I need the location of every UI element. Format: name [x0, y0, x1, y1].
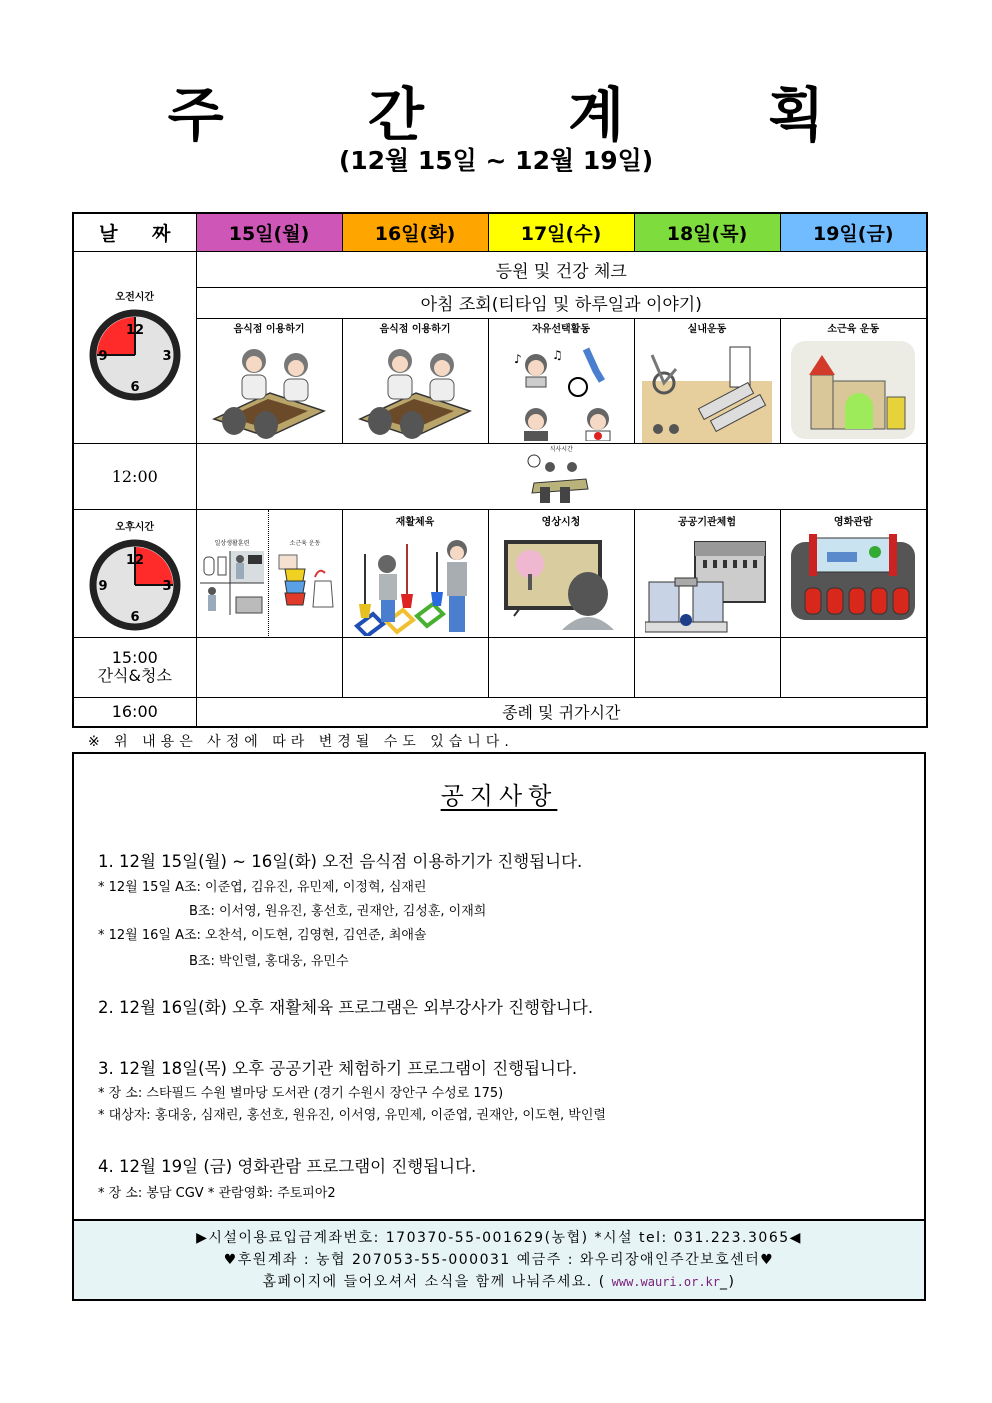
rehab-sports-icon [353, 534, 477, 636]
homepage-end: _) [720, 1274, 736, 1290]
notice-item-1-line: * 12월 15일 A조: 이준엽, 김유진, 유민제, 이정혁, 심재린 [98, 880, 427, 895]
fine-motor-blocks-icon [791, 341, 915, 439]
lunch-cell [196, 443, 927, 509]
svg-text:9: 9 [98, 578, 108, 594]
movie-theater-icon [791, 534, 915, 620]
snack-wed [488, 637, 634, 697]
free-choice-activities-icon [502, 341, 620, 441]
snack-mon [196, 637, 342, 697]
activity-title: 음식점 이용하기 [233, 323, 305, 335]
restaurant-dining-icon [356, 341, 474, 439]
afternoon-time-cell [73, 509, 196, 637]
homepage-line [74, 1271, 924, 1293]
activity-title: 실내운동 [687, 323, 727, 335]
snack-label: 간식&청소 [97, 666, 172, 685]
svg-text:♪: ♪ [514, 351, 522, 366]
activity-tue-am [342, 318, 488, 443]
svg-text:♫: ♫ [552, 347, 563, 362]
clock-morning-icon [89, 309, 181, 401]
cup-stacking-icon [273, 551, 337, 615]
notice-item-2-heading: 2. 12월 16일(화) 오후 재활체육 프로그램은 외부강사가 진행합니다. [98, 998, 594, 1017]
notice-title-text: 공지사항 [440, 782, 558, 810]
notice-item-4-heading: 4. 12월 19일 (금) 영화관람 프로그램이 진행됩니다. [98, 1157, 477, 1176]
notice-item-1-heading: 1. 12월 15일(월) ~ 16일(화) 오전 음식점 이용하기가 진행됩니다. [98, 852, 583, 871]
day-header-fri: 19일(금) [780, 213, 927, 251]
activity-title: 공공기관체험 [678, 516, 736, 528]
snack-time: 15:00 [111, 648, 158, 667]
date-range-subtitle: (12월 15일 ~ 12월 19일) [338, 146, 654, 175]
activity-title: 재활체육 [395, 516, 435, 528]
activity-title: 자유선택활동 [532, 323, 590, 335]
homepage-text: 홈페이지에 들어오셔서 소식을 함께 나눠주세요. ( [262, 1274, 606, 1290]
activity-title: 소근육 운동 [827, 323, 880, 335]
notice-item-1-line: * 12월 16일 A조: 오찬석, 이도현, 김영현, 김연준, 최애솔 [98, 928, 427, 943]
day-header-tue: 16일(화) [342, 213, 488, 251]
activity-title: 음식점 이용하기 [379, 323, 451, 335]
morning-time-cell [73, 251, 196, 443]
lunch-meal-icon [526, 453, 596, 505]
notice-item-3-heading: 3. 12월 18일(목) 오후 공공기관 체험하기 프로그램이 진행됩니다. [98, 1059, 578, 1078]
svg-text:12: 12 [125, 322, 144, 338]
account-info-footer [74, 1219, 924, 1299]
restaurant-dining-icon [210, 341, 328, 439]
clock-afternoon-icon [89, 539, 181, 631]
fine-motor-cup-stacking [269, 510, 342, 636]
day-header-mon: 15일(월) [196, 213, 342, 251]
end-time: 16:00 [73, 697, 196, 727]
day-header-thu: 18일(목) [634, 213, 780, 251]
afternoon-label: 오후시간 [115, 521, 155, 533]
activity-title: 영화관람 [833, 516, 873, 528]
activity-wed-am [488, 318, 634, 443]
snack-thu [634, 637, 780, 697]
dismissal-cell: 종례 및 귀가시간 [196, 697, 927, 727]
arrival-check: 등원 및 건강 체크 [196, 251, 927, 287]
noon-time: 12:00 [73, 443, 196, 509]
activity-mon-pm [196, 509, 342, 637]
indoor-exercise-icon [642, 341, 772, 443]
notice-box [72, 752, 926, 1301]
svg-text:3: 3 [162, 348, 172, 364]
activity-title: 일상생활훈련 [214, 539, 250, 547]
activity-mon-am [196, 318, 342, 443]
daily-living-training [197, 510, 269, 636]
notice-item-1-line: B조: 박인렬, 홍대웅, 유민수 [189, 954, 349, 969]
snack-time-cell [73, 637, 196, 697]
morning-label: 오전시간 [115, 291, 155, 303]
activity-fri-pm [780, 509, 927, 637]
public-institution-icon [645, 534, 769, 634]
notice-item-3-line: * 장 소: 스타필드 수원 별마당 도서관 (경기 수원시 장안구 수성로 175) [98, 1086, 504, 1101]
svg-text:12: 12 [125, 552, 144, 568]
activity-thu-pm [634, 509, 780, 637]
video-watching-icon [502, 534, 620, 630]
day-header-wed: 17일(수) [488, 213, 634, 251]
activity-title: 영상시청 [541, 516, 581, 528]
activity-tue-pm [342, 509, 488, 637]
morning-assembly: 아침 조회(티타임 및 하루일과 이야기) [196, 287, 927, 318]
notice-item-3-line: * 대상자: 홍대웅, 심재린, 홍선호, 원유진, 이서영, 유민제, 이준엽, 권재안, 이도현, 박인렬 [98, 1108, 606, 1123]
activity-thu-am [634, 318, 780, 443]
date-header-label: 날 짜 [73, 213, 196, 251]
svg-text:6: 6 [130, 379, 140, 395]
homepage-link[interactable]: www.wauri.or.kr [611, 1275, 720, 1289]
activity-fri-am [780, 318, 927, 443]
activity-wed-pm [488, 509, 634, 637]
svg-text:9: 9 [98, 348, 108, 364]
svg-text:3: 3 [162, 578, 172, 594]
payment-account-line: ▶시설이용료입금계좌번호: 170370-55-001629(농협) *시설 tel: 031.223.3065◀ [196, 1230, 802, 1246]
activity-title: 소근육 운동 [289, 539, 321, 547]
daily-living-icon [200, 551, 264, 615]
svg-text:6: 6 [130, 609, 140, 625]
page-title: 주 간 계 획 [167, 81, 887, 149]
weekly-schedule-table [72, 212, 928, 728]
change-notice: ※ 위 내용은 사정에 따라 변경될 수도 있습니다. [88, 734, 514, 750]
notice-item-4-line: * 장 소: 봉담 CGV * 관람영화: 주토피아2 [98, 1186, 336, 1201]
lunch-label: 식사시간 [549, 445, 573, 453]
notice-title [74, 776, 924, 811]
snack-fri [780, 637, 927, 697]
donation-account-line: ♥후원계좌 : 농협 207053-55-000031 예금주 : 와우리장애인주간보호센터♥ [223, 1252, 775, 1268]
snack-tue [342, 637, 488, 697]
header-row [73, 213, 927, 251]
notice-item-1-line: B조: 이서영, 원유진, 홍선호, 권재안, 김성훈, 이재희 [189, 904, 487, 919]
